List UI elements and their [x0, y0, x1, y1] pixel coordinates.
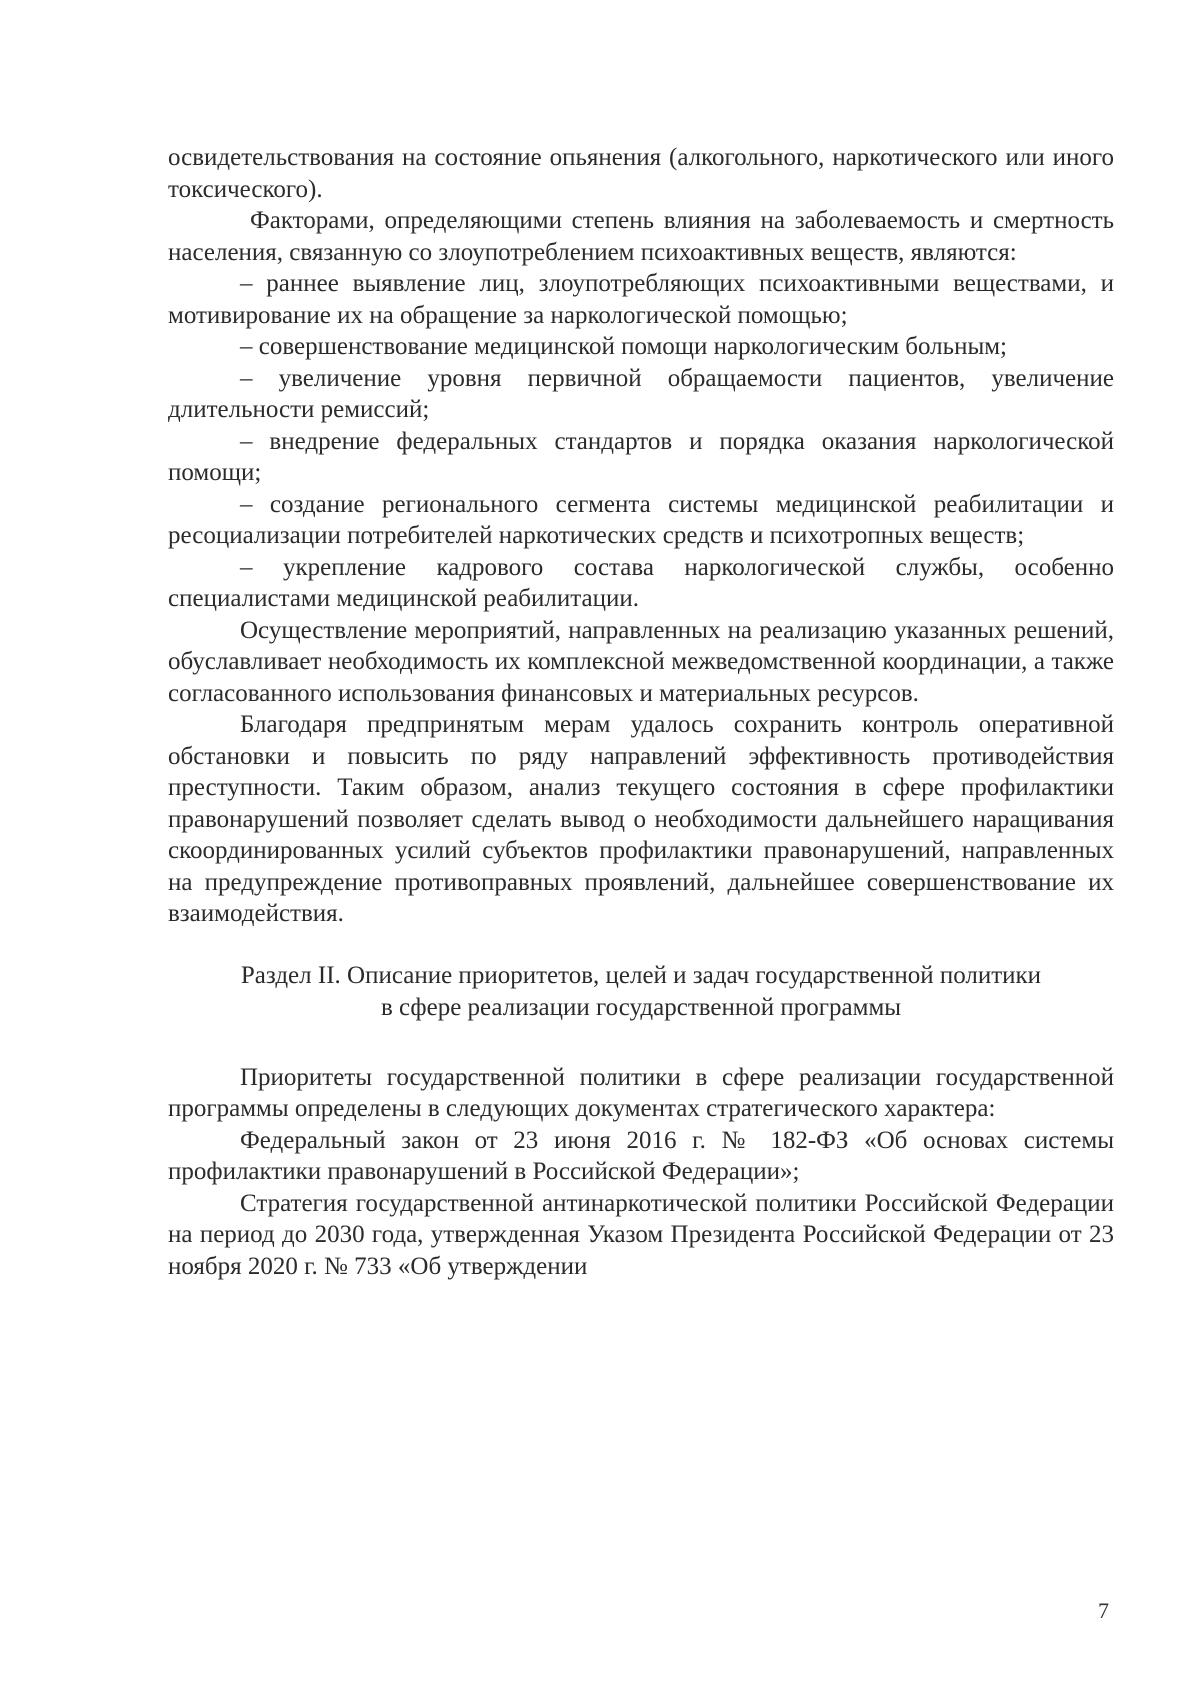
list-item-primary-appeal: – увеличение уровня первичной обращаемости пациентов, увеличение длительности ремиссий;: [168, 364, 1114, 423]
section-spacer: [168, 1024, 1114, 1062]
paragraph-federal-law: Федеральный закон от 23 июня 2016 г. № 182-ФЗ «Об основах системы профилактики правонарушений в Российской Федерации»;: [168, 1126, 1114, 1185]
paragraph-priorities: Приоритеты государственной политики в сфере реализации государственной программы определены в следующих документах стратегического характера:: [168, 1063, 1114, 1122]
paragraph-results: Благодаря предпринятым мерам удалось сохранить контроль оперативной обстановки и повысить по ряду направлений эффективность противодействия преступности. Таким образом, анализ текущего состояния в сфере профилактики правонарушений позволяет сделать вывод о необходимости дальнейшего наращивания скоординированных усилий субъектов профилактики правонарушений, направленных на предупреждение противоправных проявлений, дальнейшее совершенствование их взаимодействия.: [168, 711, 1114, 927]
paragraph-factors-intro: Факторами, определяющими степень влияния на заболеваемость и смертность населения, связанную со злоупотреблением психоактивных веществ, являются:: [168, 207, 1114, 266]
list-item-rehabilitation-segment: – создание регионального сегмента системы медицинской реабилитации и ресоциализации потребителей наркотических средств и психотропных веществ;: [168, 490, 1114, 549]
page-number: 7: [1098, 1598, 1109, 1623]
section-title-line-2: в сфере реализации государственной программы: [380, 993, 902, 1021]
list-item-federal-standards: – внедрение федеральных стандартов и порядка оказания наркологической помощи;: [168, 427, 1114, 486]
list-item-staffing: – укрепление кадрового состава наркологической службы, особенно специалистами медицинской реабилитации.: [168, 553, 1114, 612]
document-body: [168, 142, 1114, 1282]
list-item-early-detection: – раннее выявление лиц, злоупотребляющих психоактивными веществами, и мотивирование их на обращение за наркологической помощью;: [168, 270, 1114, 329]
paragraph-coordination: Осуществление мероприятий, направленных на реализацию указанных решений, обуславливает необходимость их комплексной межведомственной координации, а также согласованного использования финансовых и материальных ресурсов.: [168, 616, 1114, 707]
list-item-medical-care: – совершенствование медицинской помощи наркологическим больным;: [240, 333, 1008, 360]
paragraph-continuation: освидетельствования на состояние опьянения (алкогольного, наркотического или иного токсического).: [168, 144, 1114, 203]
section-title: [168, 960, 1114, 1024]
section-title-line-1: Раздел II. Описание приоритетов, целей и задач государственной политики: [240, 961, 1042, 989]
paragraph-strategy: Стратегия государственной антинаркотической политики Российской Федерации на период до 2030 года, утвержденная Указом Президента Российской Федерации от 23 ноября 2020 г. № 733 «Об утверждении: [168, 1189, 1114, 1280]
